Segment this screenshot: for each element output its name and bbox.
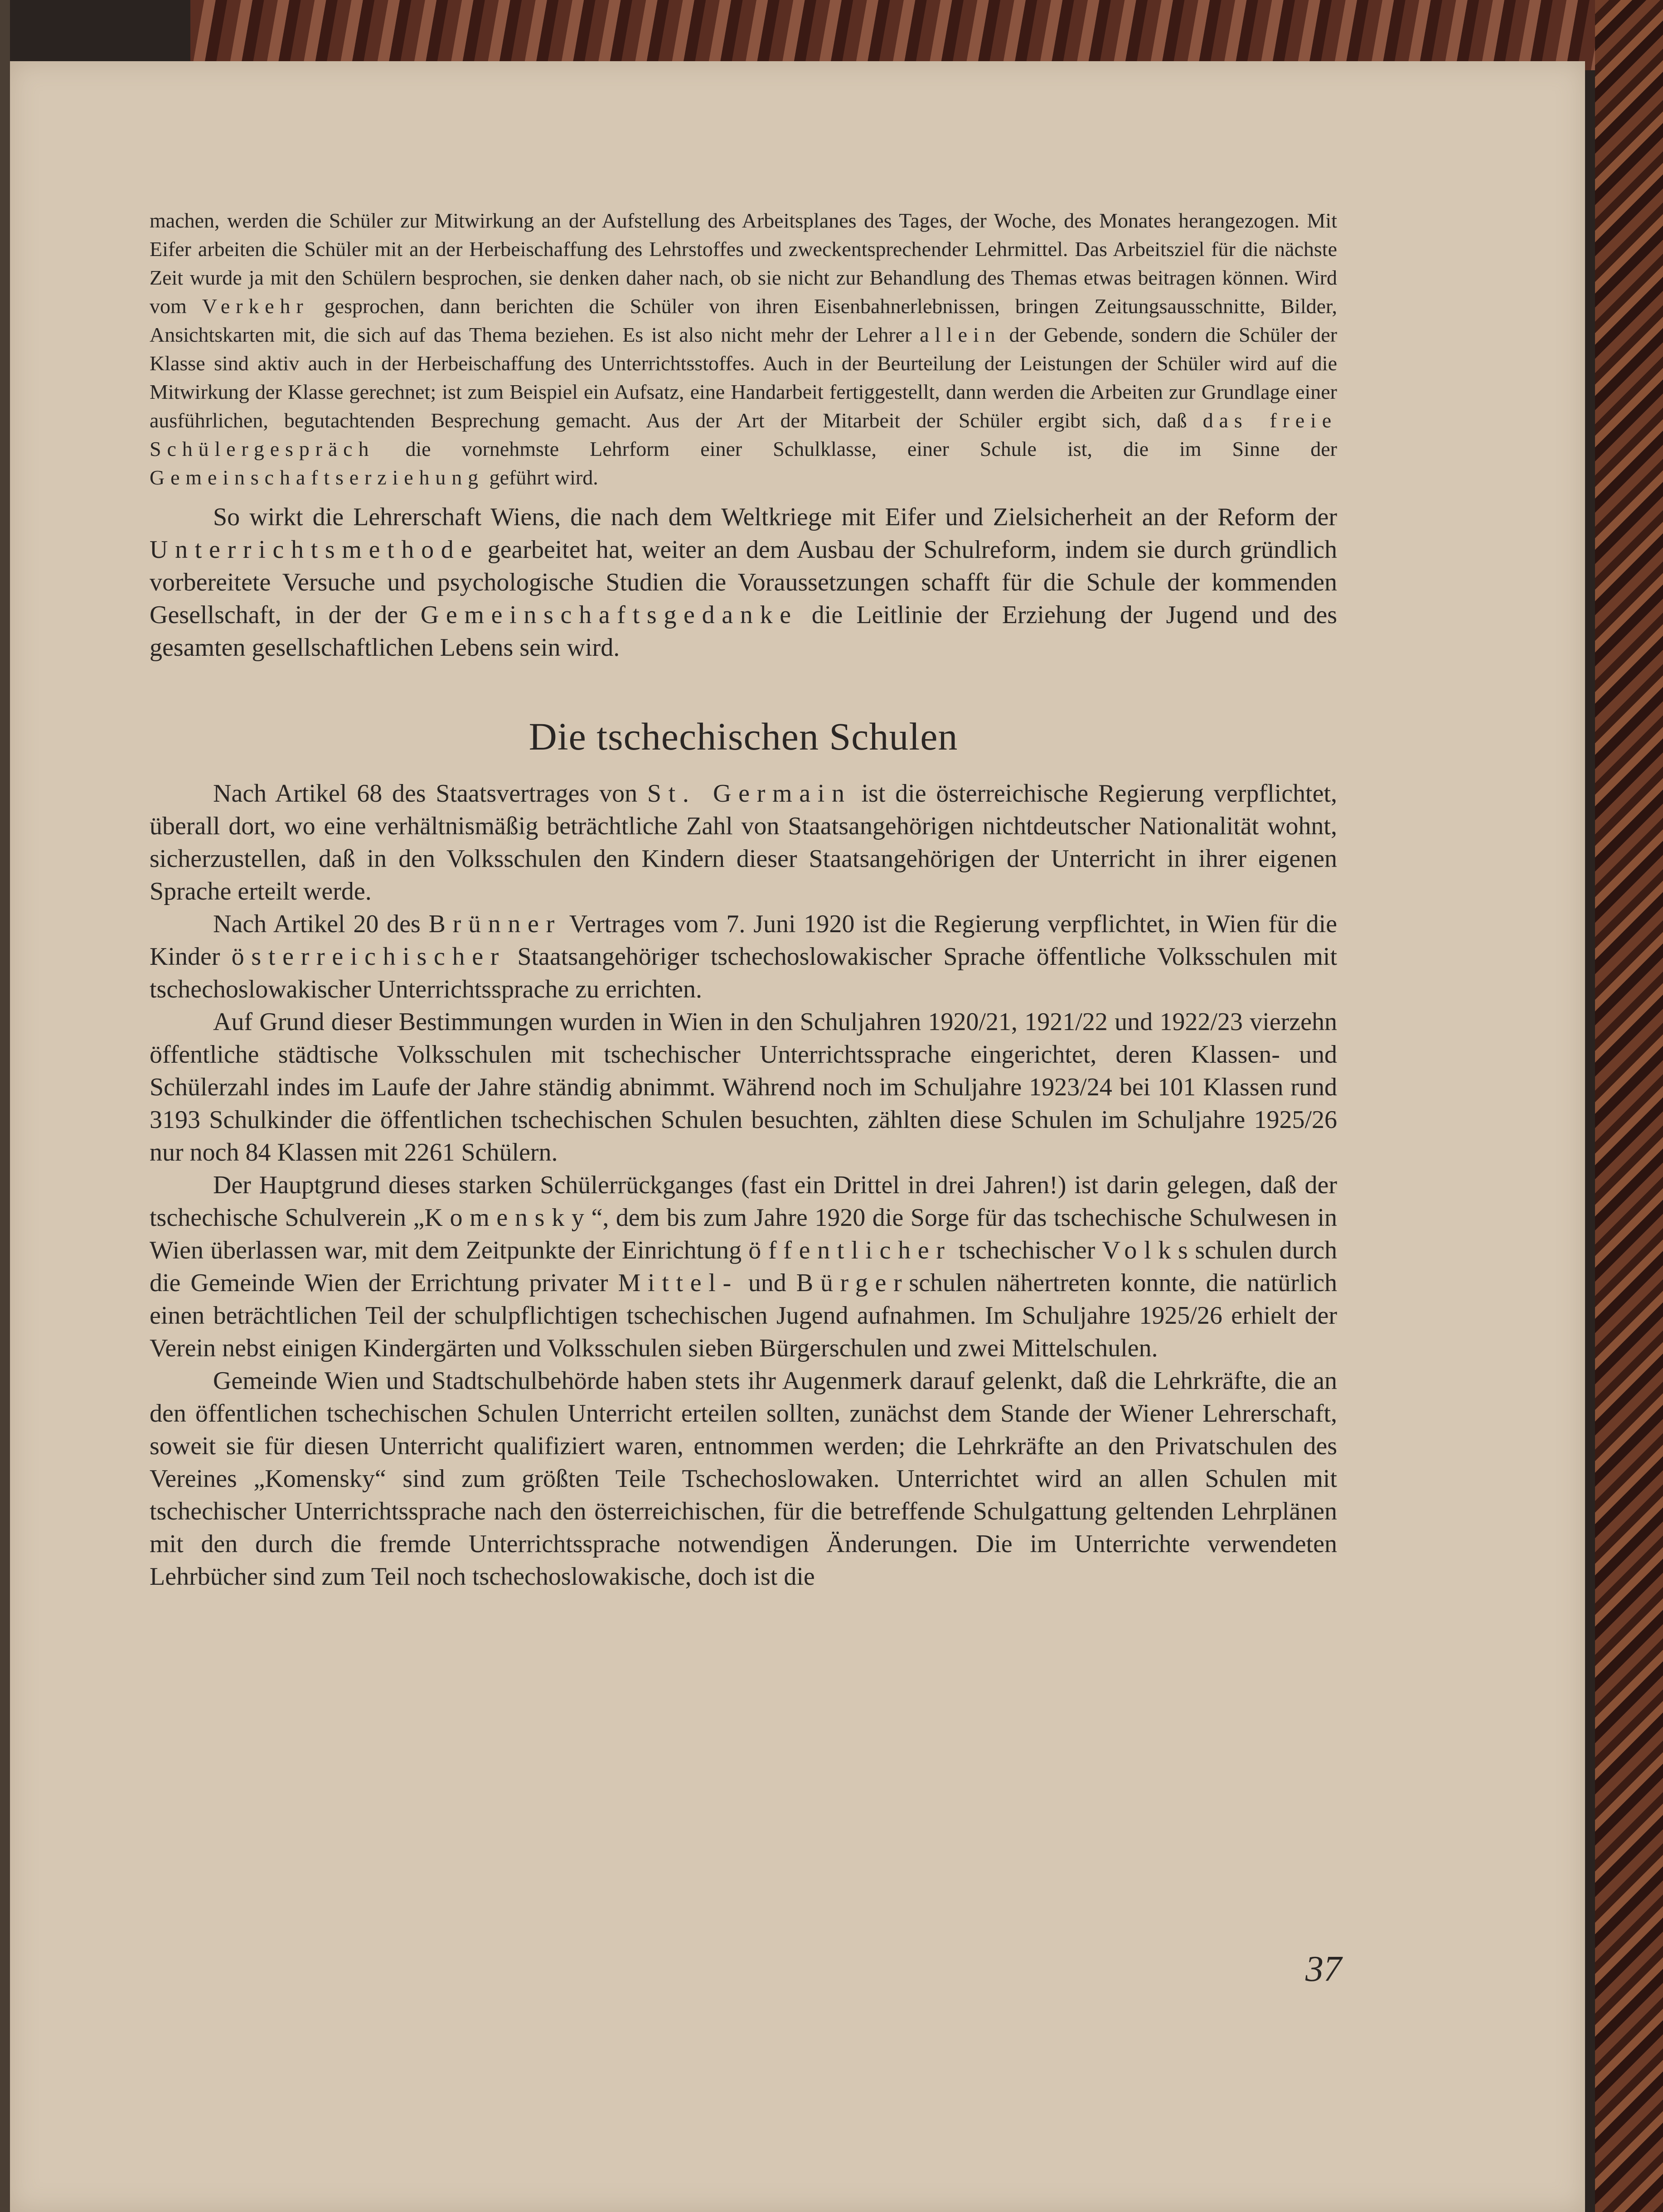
paragraph-5: Gemeinde Wien und Stadtschulbehörde haben stets ihr Augenmerk darauf gelenkt, daß die Lehrkräfte, die an den öffentlichen tschechischen Schulen Unterricht erteilen sollten, zunächst dem Stande der Wiener Lehrerschaft, soweit sie für diesen Unterricht qualifiziert waren, entnommen werden; die Lehrkräfte an den Privatschulen des Vereines „Komensky“ sind zum größten Teile Tschechoslowaken. Unterrichtet wird an allen Schulen mit tschechischer Unterrichtssprache nach den österreichischen, für die betreffende Schulgattung geltenden Lehrplänen mit den durch die fremde Unterrichtssprache notwendigen Änderungen. Die im Unterrichte verwendeten Lehrbücher sind zum Teil noch tschechoslowakische, doch ist die [150,1367,1337,1591]
text-run: Staatsangehöriger tschechoslowakischer Sprache öffentliche Volksschulen mit tschechoslowakischer Unterrichtssprache zu errichten. [150,943,1338,1003]
text-run: der Gebende, sondern die Schüler der Klasse sind aktiv auch in der Herbeischaffung des Unterrichtsstoffes. Auch in der Beurteilung der Leistungen der Schüler wird auf die Mitwirkung der Klasse gerechnet; ist zum Beispiel ein Aufsatz, eine Handarbeit fertiggestellt, dann werden die Arbeiten zur Grundlage einer ausführlichen, begutachtenden Besprechung gemacht. Aus der Art der Mitarbeit der Schüler ergibt sich, daß [150,323,1338,432]
spaced-text: österreichischer [231,943,506,971]
text-run: gearbeitet hat, weiter an dem Ausbau der Schulreform, indem sie durch gründlich vorbereitete Versuche und psychologische Studien die Voraussetzungen schafft für die Schule der kommenden Gesellschaft, in der der [150,536,1337,629]
page-number: 37 [1305,1949,1342,1989]
spaced-text: Gemeinschaftserziehung [150,466,485,489]
small-print-section [150,206,1337,492]
paragraph-3: Auf Grund dieser Bestimmungen wurden in Wien in den Schuljahren 1920/21, 1921/22 und 1922/23 vierzehn öffentliche städtische Volksschulen mit tschechischer Unterrichtssprache eingerichtet, deren Klassen- und Schülerzahl indes im Laufe der Jahre ständig abnimmt. Während noch im Schuljahre 1923/24 bei 101 Klassen rund 3193 Schulkinder die öffentlichen tschechischen Schulen besuchten, zählten diese Schulen im Schuljahre 1925/26 nur noch 84 Klassen mit 2261 Schülern. [150,1008,1337,1167]
spaced-text: öffentlicher [748,1236,952,1264]
text-run: geführt wird. [489,466,598,489]
text-run: die Leitlinie der Erziehung der Jugend und des gesamten gesellschaftlichen Lebens sein wird. [150,601,1338,662]
text-run: Nach Artikel 20 des [213,910,421,938]
text-run: schulen nähertreten konnte, die natürlich einen beträchtlichen Teil der schulpflichtigen tschechischen Jugend aufnahmen. Im Schuljahre 1925/26 erhielt der Verein nebst einigen Kindergärten und Volksschulen sieben Bürgerschulen und zwei Mittelschulen. [150,1269,1338,1362]
spaced-text: Brünner [428,910,562,938]
text-run: machen, werden die Schüler zur Mitwirkung an der Aufstellung des Arbeitsplanes des Tages, der Woche, des Monates herangezogen. Mit Eifer arbeiten die Schüler mit an der Herbeischaffung des Lehrstoffes und zweckentsprechender Lehrmittel. Das Arbeitsziel für die nächste Zeit wurde ja mit den Schülern besprochen, sie denken daher nach, ob sie nicht zur Behandlung des Themas etwas beitragen können. Wird vom [150,209,1337,318]
text-run: “, dem bis zum Jahre 1920 die Sorge für das tschechische Schulwesen in Wien überlassen war, mit dem Zeitpunkte der Einrichtung [150,1204,1338,1264]
text-run: Vertrages vom 7. Juni 1920 ist die Regierung verpflichtet, in Wien für die Kinder [150,910,1337,971]
text-run: Nach Artikel 68 des Staatsvertrages von [213,779,638,808]
paragraph-2 [150,908,1337,1006]
paragraph-4 [150,1169,1337,1365]
spaced-text: das freie Schülergespräch [150,409,1338,460]
text-run: gesprochen, dann berichten die Schüler von ihren Eisenbahnerlebnissen, bringen Zeitungsausschnitte, Bilder, Ansichtskarten mit, die sich auf das Thema beziehen. Es ist also nicht mehr der Lehrer [150,295,1338,346]
text-run: So wirkt die Lehrerschaft Wiens, die nach dem Weltkriege mit Eifer und Zielsicherheit an der Reform der [213,503,1337,531]
marbled-book-edge [1595,0,1663,2212]
text-run: schulen durch die Gemeinde Wien der Errichtung privater [150,1236,1338,1297]
book-top-edge [190,0,1609,70]
spaced-text: Gemeinschaftsgedanke [420,601,798,629]
spaced-text: Verkehr [202,295,309,318]
paragraph-1 [150,777,1337,908]
spaced-text: Mittel- [618,1269,738,1297]
spaced-text: Komensky [424,1204,592,1232]
book-left-edge [0,0,10,2212]
text-run: und [748,1269,786,1297]
spaced-text: St. Germain [647,779,852,808]
section-heading: Die tschechischen Schulen [528,715,958,758]
paragraph-wiens [150,501,1337,664]
text-run: die vornehmste Lehrform einer Schulklasse, einer Schule ist, die im Sinne der [405,437,1337,460]
text-run: tschechischer [958,1236,1096,1264]
page-content [150,206,1337,1593]
text-run: ist die österreichische Regierung verpflichtet, überall dort, wo eine verhältnismäßig beträchtliche Zahl von Staatsangehörigen nichtdeutscher Nationalität wohnt, sicherzustellen, daß in den Volksschulen den Kindern dieser Staatsangehörigen der Unterricht in ihrer eigenen Sprache erteilt werde. [150,779,1338,905]
spaced-text: Unterrichtsmethode [150,536,479,564]
spaced-text: Bürger [796,1269,909,1297]
small-paragraph [150,206,1337,492]
text-run: Der Hauptgrund dieses starken Schülerrückganges (fast ein Drittel in drei Jahren!) ist darin gelegen, daß der tschechische Schulverein „ [150,1171,1337,1232]
spaced-text: Volks [1102,1236,1195,1264]
body-section [150,501,1337,1593]
spaced-text: allein [920,323,1001,346]
